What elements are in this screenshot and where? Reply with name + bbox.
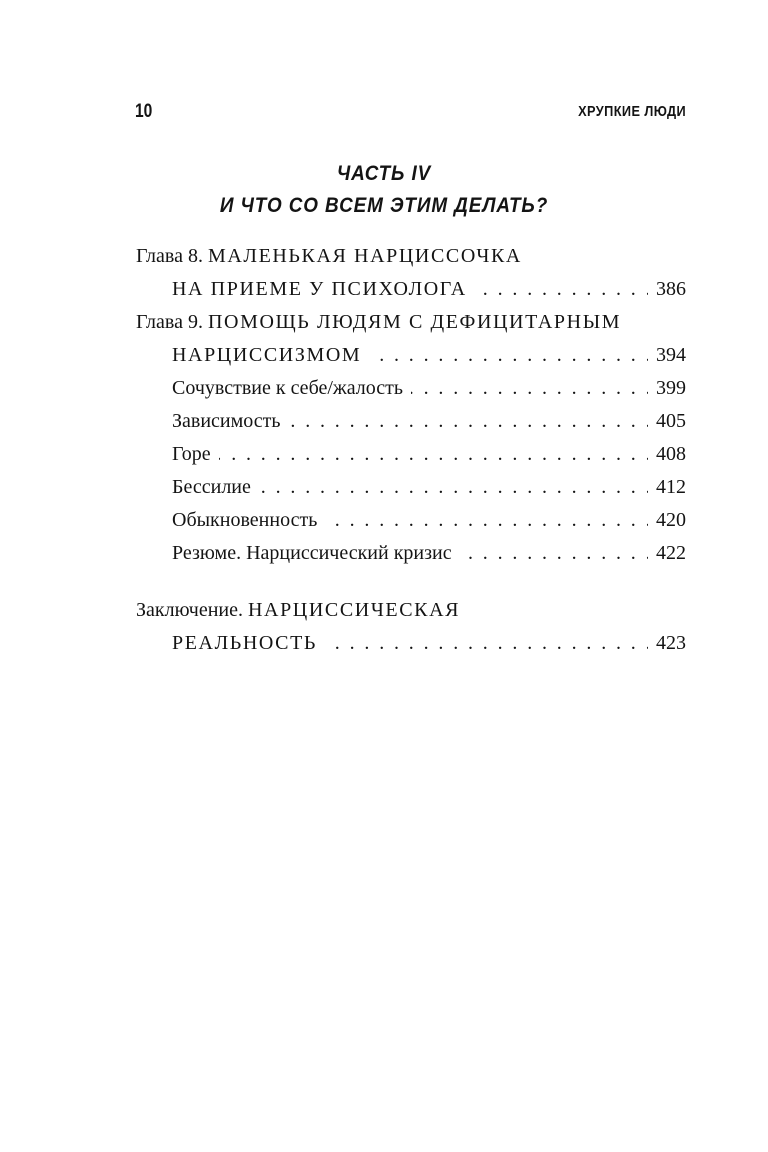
spacer [136,570,686,594]
chapter-8-title-line2: НА ПРИЕМЕ У ПСИХОЛОГА [172,278,475,300]
page-number: 10 [135,101,153,122]
conclusion-title-line2: РЕАЛЬНОСТЬ [172,632,325,654]
chapter-8-page: 386 [648,273,686,306]
section-title: Обыкновенность [172,509,325,531]
chapter-9-prefix: Глава 9. [136,311,203,333]
section-page: 399 [648,372,686,405]
toc-entry-chapter-8-title [136,240,686,273]
section-page: 422 [648,537,686,570]
chapter-9-title-line2: НАРЦИССИЗМОМ [172,344,369,366]
part-heading [0,158,768,222]
part-title: И ЧТО СО ВСЕМ ЭТИМ ДЕЛАТЬ? [219,194,549,217]
toc-entry-conclusion[interactable] [172,627,686,660]
toc-entry-chapter-8[interactable] [172,273,686,306]
part-number: ЧАСТЬ IV [336,162,432,185]
chapter-9-page: 394 [648,339,686,372]
section-title: Зависимость [172,410,289,432]
conclusion-page: 423 [648,627,686,660]
chapter-9-title-line1: ПОМОЩЬ ЛЮДЯМ С ДЕФИЦИТАРНЫМ [207,311,622,333]
section-page: 420 [648,504,686,537]
chapter-8-prefix: Глава 8. [136,245,203,267]
section-title: Бессилие [172,476,259,498]
conclusion-title-line1: НАРЦИССИЧЕСКАЯ [248,599,461,621]
conclusion-prefix: Заключение. [136,599,243,621]
section-title: Резюме. Нарциссический кризис [172,542,460,564]
table-of-contents [136,240,686,660]
toc-entry-chapter-9-title [136,306,686,339]
toc-section[interactable] [172,438,686,471]
section-page: 412 [648,471,686,504]
toc-entry-conclusion-title [136,594,686,627]
section-page: 408 [648,438,686,471]
chapter-8-title-line1: МАЛЕНЬКАЯ НАРЦИССОЧКА [207,245,522,267]
toc-entry-chapter-9[interactable] [172,339,686,372]
section-page: 405 [648,405,686,438]
toc-section[interactable] [172,471,686,504]
running-head: ХРУПКИЕ ЛЮДИ [577,103,686,120]
section-title: Сочувствие к себе/жалость [172,377,411,399]
toc-section[interactable] [172,405,686,438]
toc-section[interactable] [172,504,686,537]
section-title: Горе [172,443,219,465]
toc-section[interactable] [172,537,686,570]
toc-section[interactable] [172,372,686,405]
